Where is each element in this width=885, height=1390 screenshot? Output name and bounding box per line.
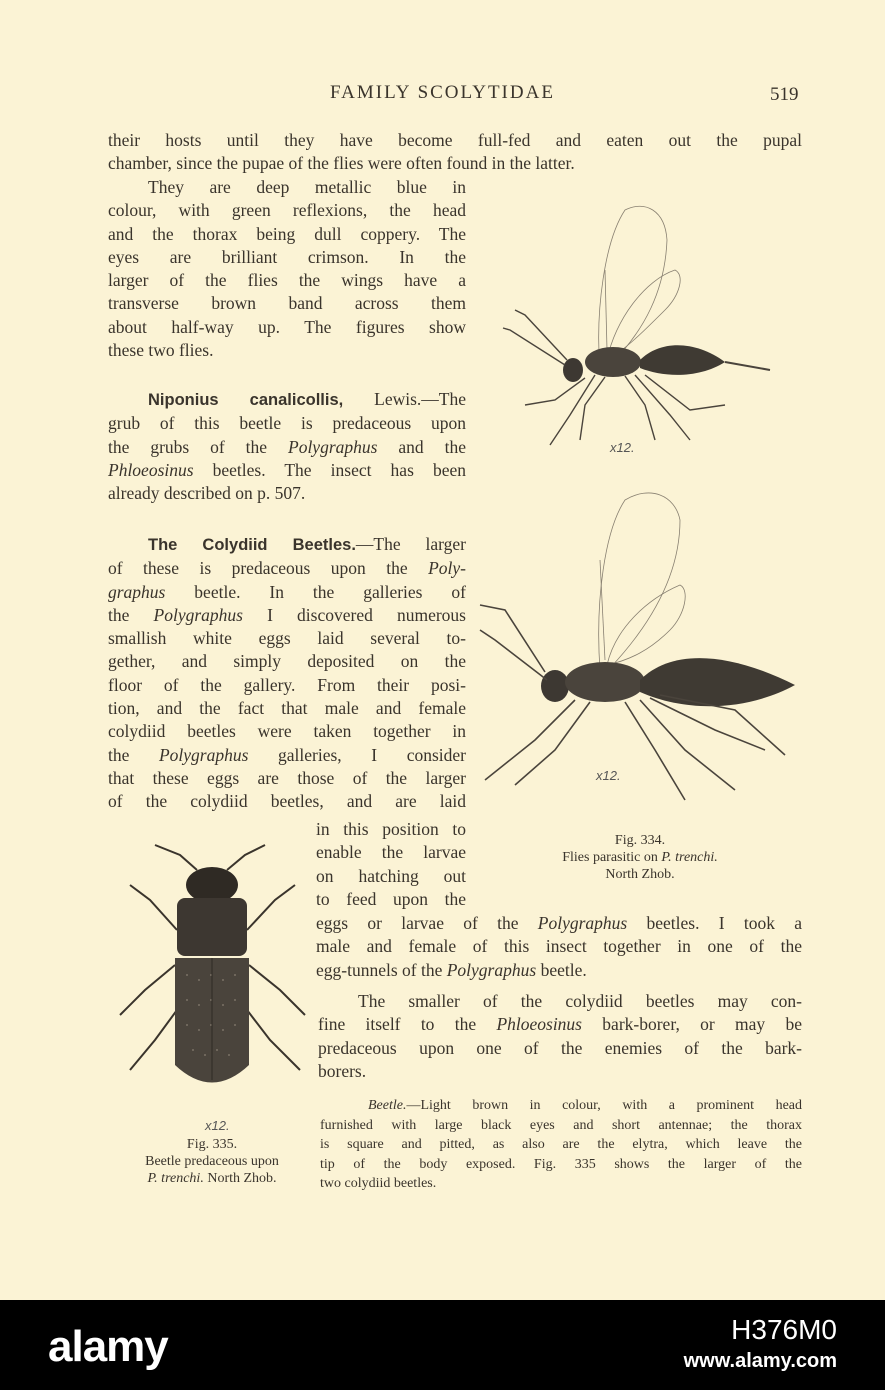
text-line: The smaller of the colydiid beetles may con- [358, 991, 802, 1011]
text-line: smallish white eggs laid several to- [108, 628, 466, 649]
text-line: two colydiid beetles. [320, 1176, 437, 1191]
text-run: beetle. [536, 959, 587, 980]
species-name: P. trenchi. [147, 1171, 204, 1186]
text-line [316, 959, 802, 982]
fig-334-scale-top: x12. [610, 440, 635, 455]
text-run: eggs or larvae of the [316, 913, 538, 933]
beetle-label: Beetle. [368, 1098, 407, 1113]
fig-334-caption [520, 832, 760, 883]
genus-name: graphus [108, 581, 166, 602]
text-line: chamber, since the pupae of the flies were often found in the latter. [108, 153, 575, 174]
genus-name: Polygraphus [537, 913, 628, 933]
text-line: colydiid beetles were taken together in [108, 721, 466, 742]
page-number: 519 [770, 84, 799, 105]
text-line [108, 557, 466, 580]
fig-335-label: Fig. 335. [186, 1137, 238, 1152]
species-name: P. trenchi. [661, 850, 718, 865]
beetle-description [320, 1096, 802, 1194]
text-run: Flies parasitic on [562, 850, 662, 865]
paragraph-colour [108, 176, 466, 362]
text-line: They are deep metallic blue in [148, 177, 466, 197]
text-line: already described on p. 507. [108, 483, 306, 504]
section-heading-colydiid: The Colydiid Beetles. [148, 536, 356, 554]
text-line: borers. [318, 1060, 367, 1081]
text-line: transverse brown band across them [108, 293, 466, 314]
genus-name: Polygraphus [153, 604, 243, 625]
paragraph-niponius [108, 388, 466, 505]
text-line: that these eggs are those of the larger [108, 767, 466, 788]
genus-name: Poly- [428, 558, 466, 579]
text-line [318, 1013, 802, 1036]
text-line: furnished with large black eyes and short antennae; the thorax [320, 1117, 802, 1133]
genus-name: Polygraphus [446, 959, 537, 980]
text-run: beetles. The insect has been [193, 459, 466, 480]
text-line: predaceous upon one of the enemies of the bark- [318, 1037, 802, 1058]
watermark-url: www.alamy.com [683, 1350, 837, 1372]
paragraph-smaller [318, 990, 802, 1083]
text-line: their hosts until they have become full-fed and eaten out the pupal [108, 130, 802, 150]
caption-line: Beetle predaceous upon [145, 1154, 279, 1169]
text-line: eyes are brilliant crimson. In the [108, 246, 466, 267]
text-line: in this position to [316, 819, 466, 839]
text-run: of these is predaceous upon the [108, 558, 429, 579]
text-run: and the [377, 436, 466, 457]
text-run: fine itself to the [318, 1014, 497, 1035]
paragraph-hosts [108, 129, 802, 176]
text-line [108, 459, 466, 482]
text-line: tion, and the fact that male and female [108, 698, 466, 719]
text-run: beetle. In the galleries of [165, 581, 466, 602]
text-run: the grubs of the [108, 436, 288, 457]
text-line: on hatching out [316, 865, 466, 886]
text-line: male and female of this insect together in one of the [316, 936, 802, 957]
text-line [108, 744, 466, 767]
fig-334-label: Fig. 334. [614, 833, 666, 848]
caption-line: North Zhob. [605, 867, 675, 882]
paragraph-colydiid [108, 533, 466, 814]
genus-name: Phloeosinus [108, 459, 194, 480]
genus-name: Polygraphus [158, 744, 249, 765]
text-run: galleries, I consider [248, 744, 466, 765]
text-line: about half-way up. The figures show [108, 316, 466, 337]
paragraph-colydiid-cont [316, 818, 466, 911]
text-line [320, 1096, 802, 1116]
text-line: and the thorax being dull coppery. The [108, 223, 466, 244]
text-line: is square and pitted, as also are the elytra, which leave the [320, 1137, 802, 1152]
fig-335-scale: x12. [205, 1118, 230, 1133]
paragraph-colydiid-end [316, 912, 802, 982]
text-run: —The larger [355, 534, 466, 554]
text-run: North Zhob. [203, 1171, 277, 1186]
text-run: —Light brown in colour, with a prominent head [406, 1098, 802, 1113]
text-line: grub of this beetle is predaceous upon [108, 413, 466, 434]
fly-illustration-small [495, 200, 785, 460]
text-run: beetles. I took a [627, 913, 803, 933]
fig-334-scale-bottom: x12. [596, 768, 621, 783]
text-line: floor of the gallery. From their posi- [108, 674, 466, 695]
text-line: of the colydiid beetles, and are laid [108, 791, 466, 812]
image-id: H376M0 [731, 1314, 837, 1345]
fig-335-caption [112, 1136, 312, 1187]
text-line [108, 436, 466, 459]
text-line: gether, and simply deposited on the [108, 651, 466, 672]
text-line [108, 533, 466, 557]
genus-name: Polygraphus [288, 436, 378, 457]
text-line [108, 388, 466, 412]
text-run: Lewis.—The [343, 389, 466, 409]
beetle-illustration [115, 840, 310, 1100]
alamy-logo: alamy [48, 1322, 168, 1371]
text-run: the [108, 604, 154, 625]
text-line: larger of the flies the wings have a [108, 270, 466, 291]
text-line: colour, with green reflexions, the head [108, 200, 466, 221]
caption-line [520, 849, 760, 866]
text-line: tip of the body exposed. Fig. 335 shows the larger of the [320, 1156, 802, 1172]
text-line [316, 912, 802, 935]
text-line: to feed upon the [316, 888, 466, 909]
genus-name: Phloeosinus [496, 1014, 582, 1035]
text-run: the [108, 744, 159, 765]
text-run: I discovered numerous [242, 604, 466, 625]
text-run: bark-borer, or may be [582, 1014, 802, 1035]
fly-illustration-large [475, 490, 805, 820]
section-heading-niponius: Niponius canalicollis, [148, 391, 344, 409]
text-line: these two flies. [108, 340, 214, 361]
text-run: egg-tunnels of the [316, 959, 447, 980]
chapter-title: FAMILY SCOLYTIDAE [330, 82, 555, 103]
text-line [108, 604, 466, 627]
running-header [0, 82, 885, 108]
text-line: enable the larvae [316, 842, 466, 863]
text-line [108, 581, 466, 604]
watermark-bar [0, 1300, 885, 1390]
caption-line [112, 1170, 312, 1187]
